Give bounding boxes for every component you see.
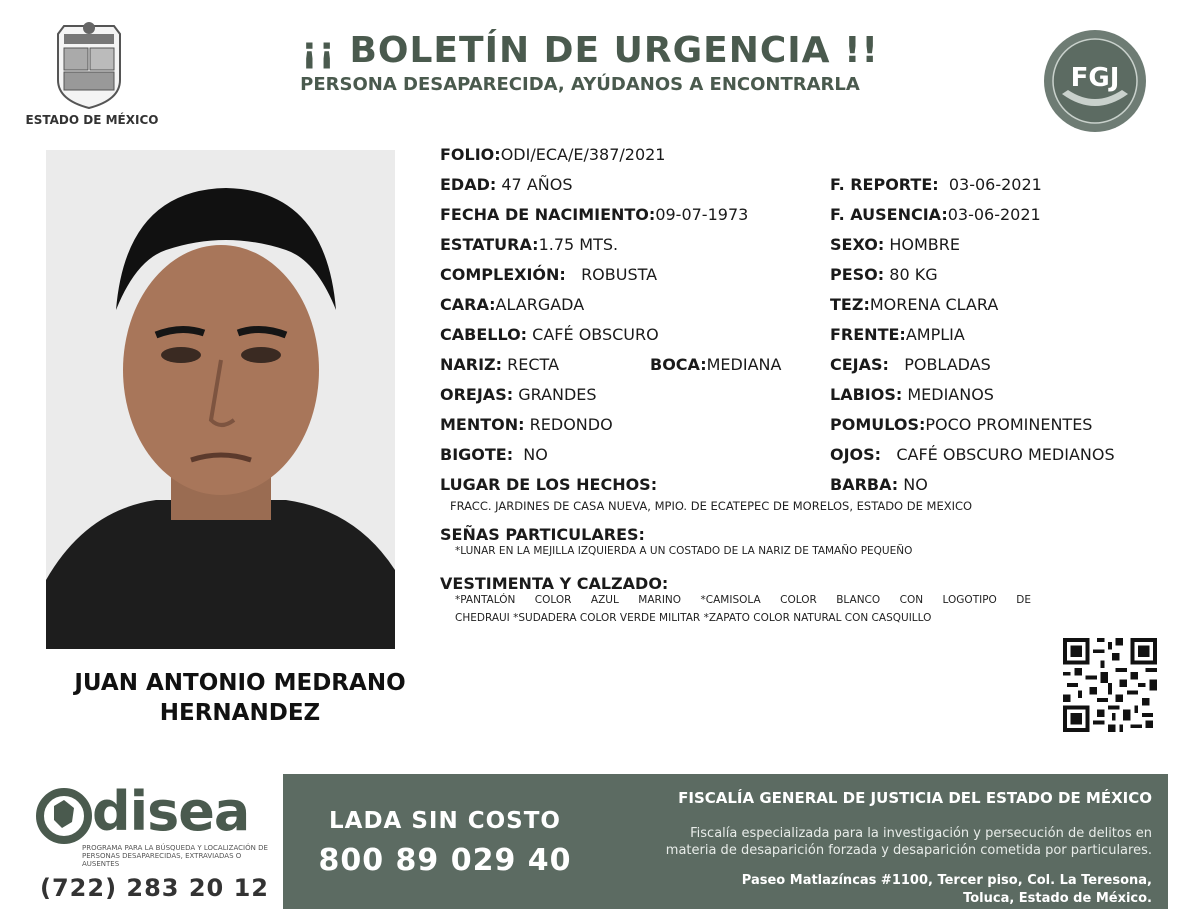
odisea-logo-icon [36,788,92,844]
state-crest-icon [50,20,128,110]
bulletin-title: ¡¡ BOLETÍN DE URGENCIA !! [301,30,879,71]
field-barba: BARBA: NO [830,475,928,494]
field-peso: PESO: 80 KG [830,265,938,284]
vestimenta-line2: CHEDRAUI *SUDADERA COLOR VERDE MILITAR *ZAPATO COLOR NATURAL CON CASQUILLO [455,612,932,624]
field-complexion: COMPLEXIÓN: ROBUSTA [440,265,658,284]
field-orejas: OREJAS: GRANDES [440,385,597,404]
field-frente: FRENTE:AMPLIA [830,325,965,344]
lugar-label: LUGAR DE LOS HECHOS: [440,475,658,494]
odisea-caption: PROGRAMA PARA LA BÚSQUEDA Y LOCALIZACIÓN DE PERSONAS DESAPARECIDAS, EXTRAVIADAS O AUSENTES [82,844,268,868]
vestimenta-line1: *PANTALÓN COLOR AZUL MARINO *CAMISOLA COLOR BLANCO CON LOGOTIPO DE [455,594,1031,606]
agency-description [600,825,1152,859]
senas-value: *LUNAR EN LA MEJILLA IZQUIERDA A UN COSTADO DE LA NARIZ DE TAMAÑO PEQUEÑO [455,545,913,557]
field-estatura: ESTATURA:1.75 MTS. [440,235,619,254]
field-edad: EDAD: 47 AÑOS [440,175,573,194]
field-menton: MENTON: REDONDO [440,415,613,434]
odisea-wordmark: disea [92,780,250,843]
agency-address-line1: Paseo Matlazíncas #1100, Tercer piso, Col. La Teresona, [741,873,1152,888]
agency-name: FISCALÍA GENERAL DE JUSTICIA DEL ESTADO DE MÉXICO [678,789,1152,807]
field-nariz: NARIZ: RECTA [440,355,560,374]
field-sexo: SEXO: HOMBRE [830,235,960,254]
senas-label: SEÑAS PARTICULARES: [440,525,645,544]
field-cejas: CEJAS: POBLADAS [830,355,991,374]
field-boca: BOCA:MEDIANA [650,355,782,374]
bulletin-subtitle: PERSONA DESAPARECIDA, AYÚDANOS A ENCONTRARLA [300,74,860,95]
person-name [30,668,450,728]
person-photo [46,150,395,649]
field-f-ausencia: F. AUSENCIA:03-06-2021 [830,205,1041,224]
field-nacimiento: FECHA DE NACIMIENTO:09-07-1973 [440,205,749,224]
person-name-line1: JUAN ANTONIO MEDRANO [74,670,406,696]
field-ojos: OJOS: CAFÉ OBSCURO MEDIANOS [830,445,1115,464]
toll-free-number: 800 89 029 40 [318,843,572,878]
svg-text:FGJ: FGJ [1070,63,1120,93]
agency-description-line2: materia de desaparición forzada y desaparición cometida por particulares. [665,843,1152,858]
field-pomulos: POMULOS:POCO PROMINENTES [830,415,1093,434]
field-tez: TEZ:MORENA CLARA [830,295,999,314]
local-phone: (722) 283 20 12 [40,874,269,902]
qr-code-icon[interactable] [1063,638,1157,732]
field-cara: CARA:ALARGADA [440,295,585,314]
state-label: ESTADO DE MÉXICO [25,113,159,127]
fgj-seal-icon [1042,28,1148,134]
lugar-value: FRACC. JARDINES DE CASA NUEVA, MPIO. DE ECATEPEC DE MORELOS, ESTADO DE MEXICO [450,499,973,513]
field-f-reporte: F. REPORTE: 03-06-2021 [830,175,1042,194]
field-folio: FOLIO:ODI/ECA/E/387/2021 [440,145,666,164]
field-cabello: CABELLO: CAFÉ OBSCURO [440,325,659,344]
toll-free-label: LADA SIN COSTO [329,808,561,834]
agency-address [600,872,1152,908]
field-bigote: BIGOTE: NO [440,445,548,464]
person-name-line2: HERNANDEZ [159,700,321,726]
field-labios: LABIOS: MEDIANOS [830,385,994,404]
agency-address-line2: Toluca, Estado de México. [963,891,1152,906]
vestimenta-label: VESTIMENTA Y CALZADO: [440,574,669,593]
agency-description-line1: Fiscalía especializada para la investigación y persecución de delitos en [690,826,1152,841]
